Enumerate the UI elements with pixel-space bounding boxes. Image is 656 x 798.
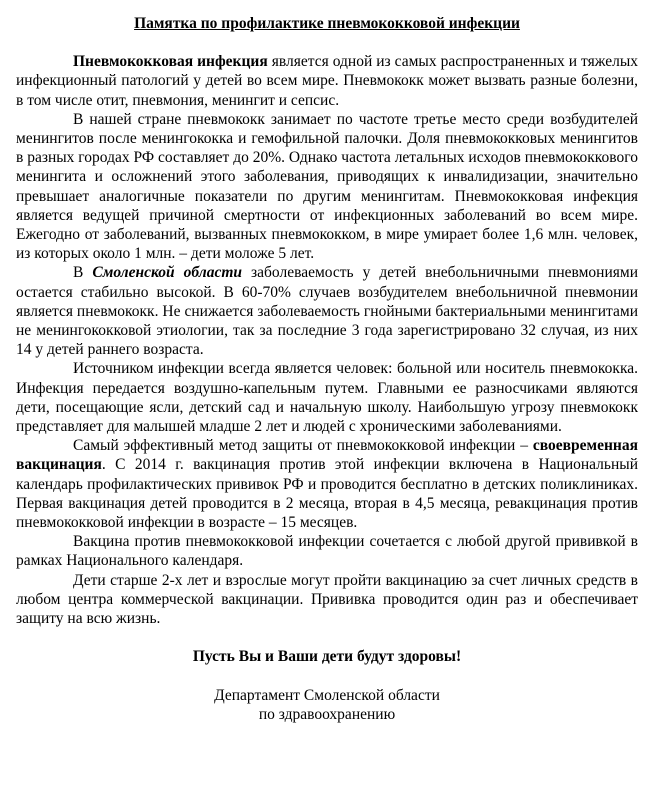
paragraph-smolensk-text: заболеваемость у детей внебольничными пневмониями остается стабильно высокой. В 60-70% случаев возбудителем внебольничной пневмонии является пневмококк. Не снижается заболеваемость гнойными бактериальными менингитами не менингококковой этиологии, так за последние 3 года зарегистрировано 32 случая, из них 14 у детей раннего возраста. [16, 264, 638, 359]
document-title: Памятка по профилактике пневмококковой инфекции [134, 15, 520, 32]
paragraph-intro-text: является одной из самых распространенных и тяжелых инфекционный патологий у детей во всем мире. Пневмококк может вызвать разные болезни, в том числе отит, пневмония, менингит и сепсис. [16, 53, 638, 109]
paragraph-intro [16, 52, 638, 110]
paragraph-compatibility: Вакцина против пневмококковой инфекции сочетается с любой другой прививкой в рамках Национального календаря. [16, 533, 638, 570]
term-pneumococcal-infection: Пневмококковая инфекция [73, 53, 268, 71]
paragraph-vaccination [16, 436, 638, 532]
signature-block [16, 686, 638, 724]
paragraph-source: Источником инфекции всегда является человек: больной или носитель пневмококка. Инфекция передается воздушно-капельным путем. Главными ее разносчиками являются дети, посещающие ясли, детский сад и начальную школу. Наибольшую угрозу пневмококк представляет для малышей младше 2 лет и людей с хроническими заболеваниями. [16, 360, 638, 436]
signature-line-1: Департамент Смоленской области [214, 686, 440, 704]
paragraph-smolensk [16, 263, 638, 359]
paragraph-smolensk-pre: В [73, 264, 93, 282]
paragraph-vaccination-text: . С 2014 г. вакцинация против этой инфекции включена в Национальный календарь профилактических прививок РФ и проводится бесплатно в детских поликлиниках. Первая вакцинация детей проводится в 2 месяца, вторая в 4,5 месяца, ревакцинация против пневмококковой инфекции в возрасте – 15 месяцев. [16, 456, 638, 532]
paragraph-russia-stats: В нашей стране пневмококк занимает по частоте третье место среди возбудителей менингитов после менингококка и гемофильной палочки. Доля пневмококковых менингитов в разных городах РФ составляет до 20%. Однако частота летальных исходов пневмококкового менингита и осложнений этого заболевания, приводящих к инвалидизации, значительно превышает аналогичные показатели по другим менингитам. Пневмококковая инфекция является ведущей причиной смертности от инфекционных заболеваний во всем мире. Ежегодно от заболеваний, вызванных пневмококком, в мире умирает более 1,6 млн. человек, из которых около 1 млн. – дети моложе 5 лет. [16, 110, 638, 263]
paragraph-adults: Дети старше 2-х лет и взрослые могут пройти вакцинацию за счет личных средств в любом центра коммерческой вакцинации. Прививка проводится один раз и обеспечивает защиту на всю жизнь. [16, 571, 638, 628]
closing-wish: Пусть Вы и Ваши дети будут здоровы! [192, 648, 462, 666]
paragraph-vaccination-pre: Самый эффективный метод защиты от пневмококковой инфекции – [73, 437, 533, 455]
region-name: Смоленской области [92, 264, 243, 282]
term-timely-vaccination: своевременная вакцинация [16, 437, 638, 474]
signature-line-2: по здравоохранению [258, 705, 396, 723]
